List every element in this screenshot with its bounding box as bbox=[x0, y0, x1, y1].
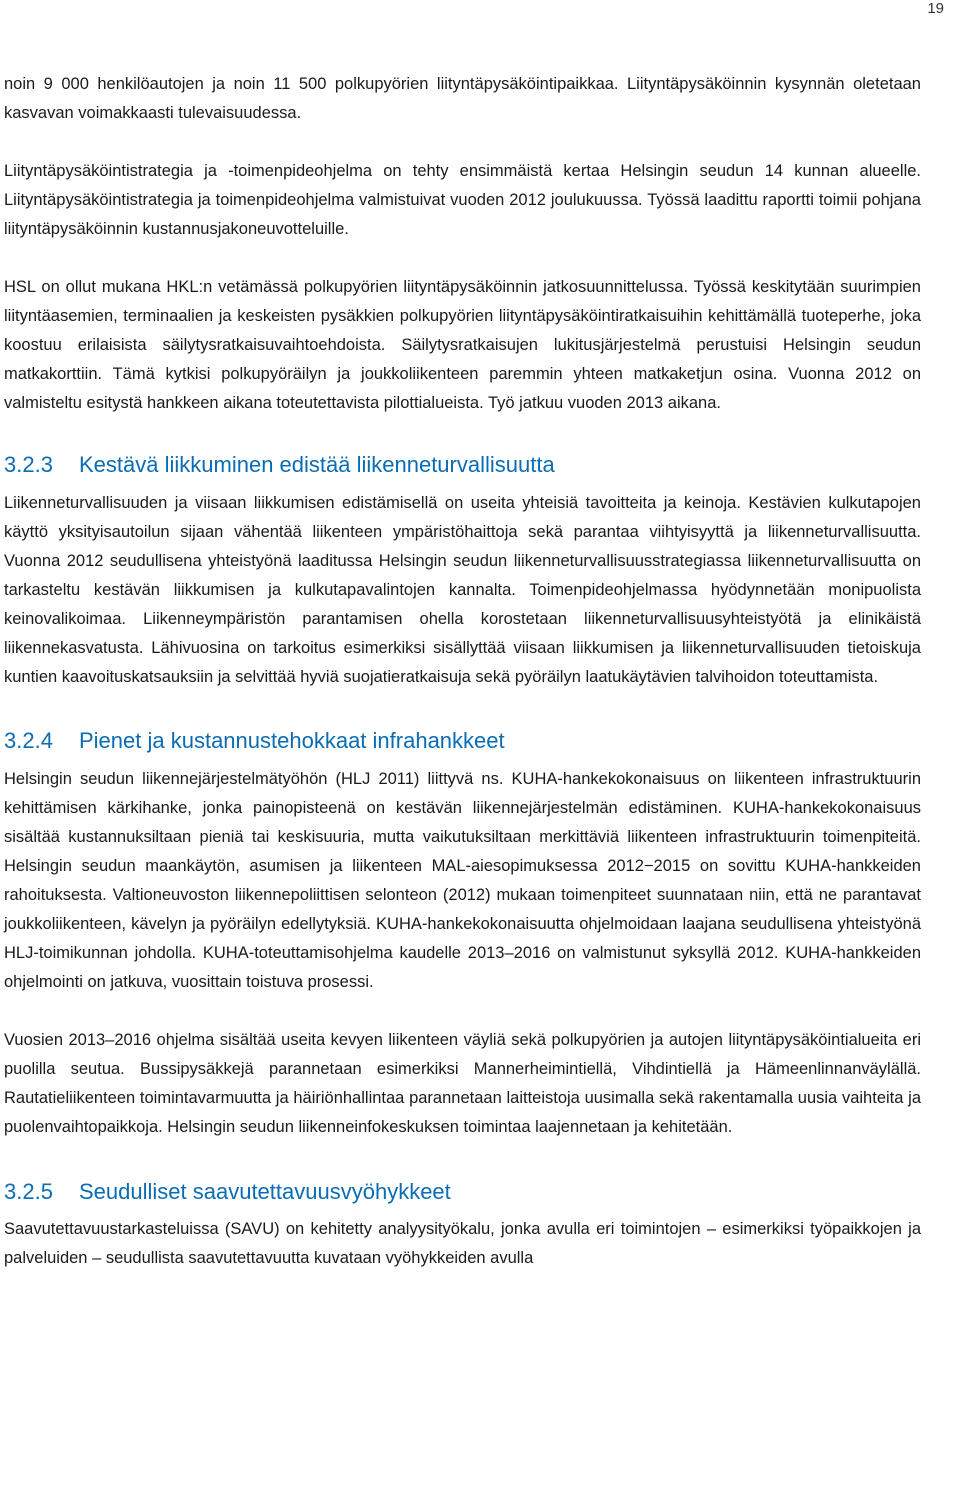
section-title: Seudulliset saavutettavuusvyöhykkeet bbox=[79, 1179, 451, 1204]
section-heading bbox=[4, 1178, 921, 1206]
page-number: 19 bbox=[927, 0, 944, 17]
section-number: 3.2.3 bbox=[4, 452, 53, 477]
paragraph: Helsingin seudun liikennejärjestelmätyöhön (HLJ 2011) liittyvä ns. KUHA-hankekokonaisuus on liikenteen infrastruktuurin kehittämisen kärkihanke, jonka painopisteenä on kestävän liikennejärjestelmän edistäminen. KUHA-hankekokonaisuus sisältää kustannuksiltaan pieniä tai keskisuuria, mutta vaikutuksiltaan merkittäviä liikenteen infrastruktuurin toimenpiteitä. Helsingin seudun maankäytön, asumisen ja liikenteen MAL-aiesopimuksessa 2012−2015 on sovittu KUHA-hankkeiden rahoituksesta. Valtioneuvoston liikennepoliittisen selonteon (2012) mukaan toimenpiteet suunnataan niin, että ne parantavat joukkoliikenteen, kävelyn ja pyöräilyn edellytyksiä. KUHA-hankekokonaisuutta ohjelmoidaan laajana seudullisena yhteistyönä HLJ-toimikunnan johdolla. KUHA-toteuttamisohjelma kaudelle 2013–2016 on valmistunut syksyllä 2012. KUHA-hankkeiden ohjelmointi on jatkuva, vuosittain toistuva prosessi. bbox=[4, 770, 921, 991]
paragraph: Liityntäpysäköintistrategia ja -toimenpideohjelma on tehty ensimmäistä kertaa Helsingin seudun 14 kunnan alueelle. Liityntäpysäköintistrategia ja toimenpideohjelma valmistuivat vuoden 2012 joulukuussa. Työssä laadittu raportti toimii pohjana liityntäpysäköinnin kustannusjakoneuvotteluille. bbox=[4, 162, 921, 238]
section-title: Pienet ja kustannustehokkaat infrahankkeet bbox=[79, 728, 505, 753]
document-body bbox=[4, 70, 921, 1273]
section-number: 3.2.5 bbox=[4, 1179, 53, 1204]
paragraph: Saavutettavuustarkasteluissa (SAVU) on kehitetty analyysityökalu, jonka avulla eri toimintojen – esimerkiksi työpaikkojen ja palveluiden – seudullista saavutettavuutta kuvataan vyöhykkeiden avulla bbox=[4, 1220, 921, 1267]
section-heading bbox=[4, 451, 921, 479]
paragraph: Liikenneturvallisuuden ja viisaan liikkumisen edistämisellä on useita yhteisiä tavoitteita ja keinoja. Kestävien kulkutapojen käyttö yksityisautoilun sijaan vähentää liikenteen ympäristöhaittoja sekä parantaa viihtyisyyttä ja liikenneturvallisuutta. Vuonna 2012 seudullisena yhteistyönä laaditussa Helsingin seudun liikenneturvallisuusstrategiassa liikenneturvallisuutta on tarkasteltu kestävän liikkumisen ja kulkutapavalintojen kannalta. Toimenpideohjelmassa hyödynnetään monipuolista keinovalikoimaa. Liikenneympäristön parantamisen ohella korostetaan liikenneturvallisuusyhteistyötä ja elinikäistä liikennekasvatusta. Lähivuosina on tarkoitus esimerkiksi sisällyttää viisaan liikkumisen ja liikenneturvallisuuden tietoiskuja kuntien kaavoituskatsauksiin ja selvittää hyviä suojatieratkaisuja sekä pyöräilyn laatukäytävien talvihoidon toteuttamista. bbox=[4, 494, 921, 686]
section-heading bbox=[4, 727, 921, 755]
section-number: 3.2.4 bbox=[4, 728, 53, 753]
section-title: Kestävä liikkuminen edistää liikenneturvallisuutta bbox=[79, 452, 555, 477]
paragraph: noin 9 000 henkilöautojen ja noin 11 500 polkupyörien liityntäpysäköintipaikkaa. Liityntäpysäköinnin kysynnän oletetaan kasvavan voimakkaasti tulevaisuudessa. bbox=[4, 75, 921, 122]
paragraph: Vuosien 2013–2016 ohjelma sisältää useita kevyen liikenteen väyliä sekä polkupyörien ja autojen liityntäpysäköintialueita eri puolilla seutua. Bussipysäkkejä parannetaan esimerkiksi Mannerheimintiellä, Vihdintiellä ja Hämeenlinnanväylällä. Rautatieliikenteen toimintavarmuutta ja häiriönhallintaa parannetaan laitteistoja uusimalla sekä rakentamalla uusia vaihteita ja puolenvaihtopaikkoja. Helsingin seudun liikenneinfokeskuksen toimintaa laajennetaan ja kehitetään. bbox=[4, 1031, 921, 1136]
paragraph: HSL on ollut mukana HKL:n vetämässä polkupyörien liityntäpysäköinnin jatkosuunnittelussa. Työssä keskitytään suurimpien liityntäasemien, terminaalien ja keskeisten pysäkkien polkupyörien liityntäpysäköintiratkaisuihin kehittämällä tuoteperhe, joka koostuu erilaisista säilytysratkaisuvaihtoehdoista. Säilytysratkaisujen lukitusjärjestelmä perustuisi Helsingin seudun matkakorttiin. Tämä kytkisi polkupyöräilyn ja joukkoliikenteen paremmin yhteen matkaketjun osina. Vuonna 2012 on valmisteltu esitystä hankkeen aikana toteutettavista pilottialueista. Työ jatkuu vuoden 2013 aikana. bbox=[4, 278, 921, 412]
